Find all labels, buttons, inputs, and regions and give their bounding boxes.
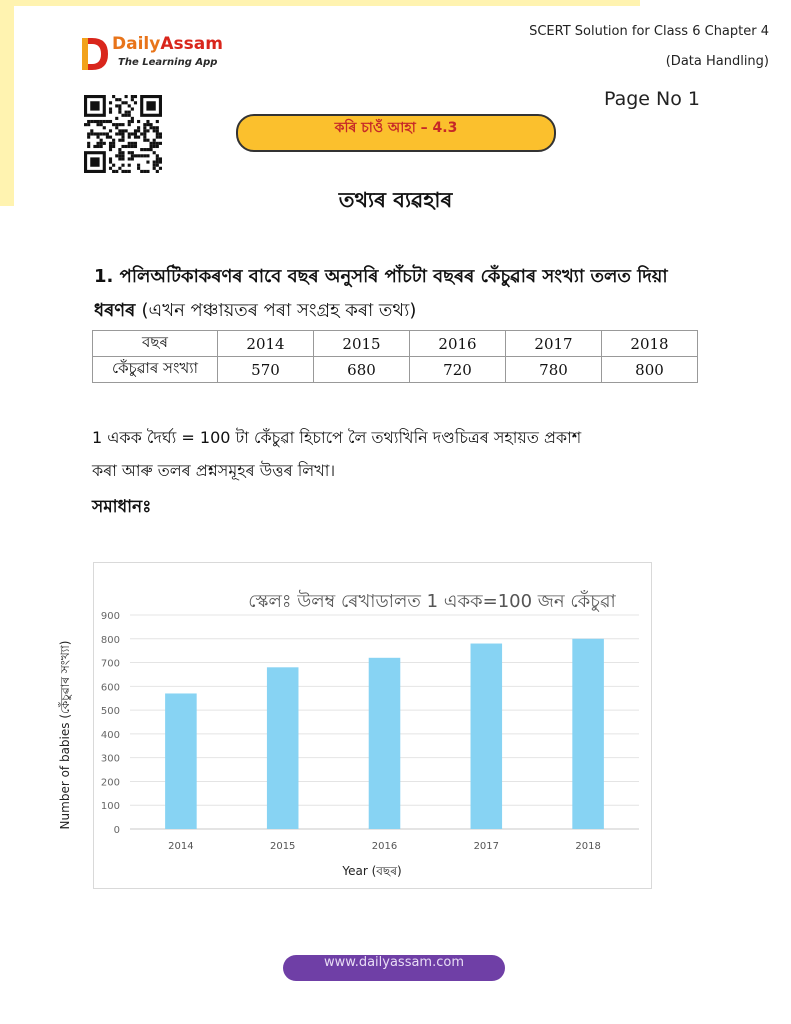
logo-d-icon xyxy=(80,36,110,72)
bar-2015 xyxy=(267,667,299,829)
y-tick-label: 600 xyxy=(100,682,120,694)
table-cell: 2014 xyxy=(218,331,314,357)
x-tick-label: 2017 xyxy=(473,841,500,852)
page-title: তথ্যৰ ব্যৱহাৰ xyxy=(338,188,453,212)
x-tick-label: 2014 xyxy=(168,841,194,852)
question-text-1: পলিঅটিকাকৰণৰ বাবে বছৰ অনুসৰি পাঁচটা বছৰৰ কেঁচুৱাৰ সংখ্যা তলত দিয়া xyxy=(119,266,668,287)
table-cell: 2016 xyxy=(410,331,506,357)
y-tick-label: 200 xyxy=(100,777,120,789)
brand-name: DailyAssam xyxy=(112,34,223,54)
table-cell: 800 xyxy=(602,357,698,383)
table-cell: 680 xyxy=(314,357,410,383)
data-table xyxy=(92,330,698,383)
instruction-line-1: 1 একক দৈৰ্ঘ্য = 100 টা কেঁচুৱা হিচাপে লৈ তথ্যখিনি দণ্ডচিত্ৰৰ সহায়ত প্ৰকাশ xyxy=(92,428,582,447)
y-tick-label: 300 xyxy=(100,753,120,765)
row-header-count: কেঁচুৱাৰ সংখ্যা xyxy=(93,357,218,383)
question-number: 1. xyxy=(94,266,114,287)
instruction-line-2: কৰা আৰু তলৰ প্ৰশ্নসমূহৰ উত্তৰ লিখা। xyxy=(92,461,336,480)
table-cell: 2018 xyxy=(602,331,698,357)
table-row xyxy=(93,357,698,383)
question-line-2 xyxy=(94,296,416,327)
y-tick-label: 800 xyxy=(100,634,120,646)
y-tick-label: 700 xyxy=(100,658,120,670)
y-tick-label: 400 xyxy=(100,729,120,741)
x-tick-label: 2016 xyxy=(371,841,398,852)
chart-canvas xyxy=(94,563,651,888)
bar-chart xyxy=(93,562,652,889)
chapter-line: (Data Handling) xyxy=(665,54,769,69)
bar-2018 xyxy=(572,639,604,829)
question-line-1 xyxy=(94,262,668,293)
chart-title: স্কেলঃ উলম্ব ৰেখাডালত 1 একক=100 জন কেঁচুৱা xyxy=(248,591,616,612)
table-cell: 720 xyxy=(410,357,506,383)
y-axis-label: Number of babies (কেঁচুৱাৰ সংখ্যা) xyxy=(58,640,72,830)
brand-logo xyxy=(80,34,240,76)
y-tick-label: 500 xyxy=(100,706,120,718)
bar-2017 xyxy=(471,644,503,829)
table-cell: 2015 xyxy=(314,331,410,357)
question-source: (এখন পঞ্চায়তৰ পৰা সংগ্ৰহ কৰা তথ্য) xyxy=(141,300,417,321)
x-axis-label: Year (বছৰ) xyxy=(342,864,402,878)
qr-code-icon xyxy=(84,95,162,173)
x-tick-label: 2015 xyxy=(269,841,296,852)
page-number: Page No 1 xyxy=(604,88,701,110)
subject-line: SCERT Solution for Class 6 Chapter 4 xyxy=(529,24,769,39)
bar-2016 xyxy=(369,658,401,829)
x-tick-label: 2018 xyxy=(575,841,601,852)
row-header-year: বছৰ xyxy=(93,331,218,357)
exercise-label: কৰি চাওঁ আহা – 4.3 xyxy=(236,114,556,152)
solution-label: সমাধানঃ xyxy=(92,497,152,517)
y-tick-label: 0 xyxy=(113,825,120,836)
footer-website-link[interactable]: www.dailyassam.com xyxy=(283,955,505,981)
table-cell: 2017 xyxy=(506,331,602,357)
table-cell: 780 xyxy=(506,357,602,383)
brand-tagline: The Learning App xyxy=(118,57,218,68)
bar-2014 xyxy=(165,693,197,829)
table-cell: 570 xyxy=(218,357,314,383)
y-tick-label: 100 xyxy=(100,801,120,813)
y-tick-label: 900 xyxy=(100,611,120,622)
question-text-2: ধৰণৰ xyxy=(94,300,136,321)
table-row xyxy=(93,331,698,357)
